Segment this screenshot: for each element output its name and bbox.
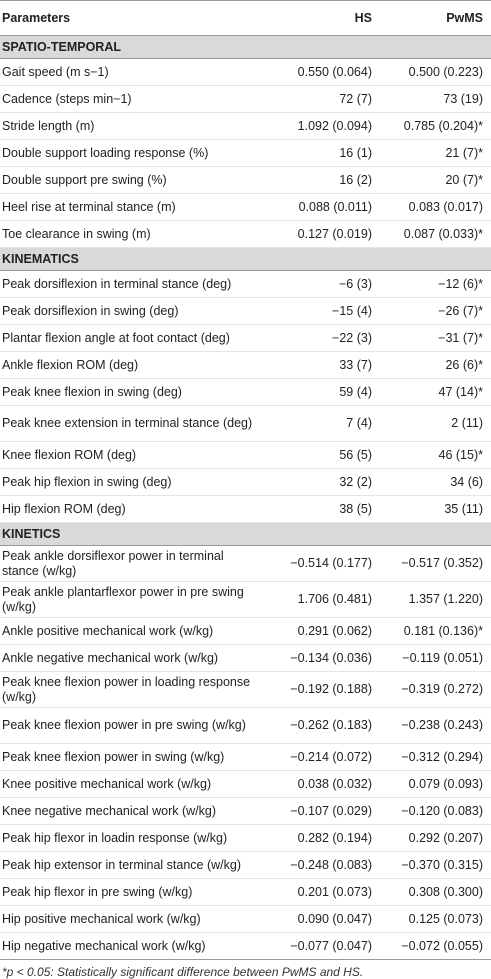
section-title: KINETICS — [0, 523, 491, 546]
hs-value-cell: 56 (5) — [265, 442, 380, 469]
table-row — [0, 906, 491, 933]
param-cell: Heel rise at terminal stance (m) — [0, 194, 265, 221]
hs-value-cell: −0.248 (0.083) — [265, 852, 380, 879]
hs-value-cell: 38 (5) — [265, 496, 380, 523]
param-cell: Hip negative mechanical work (w/kg) — [0, 933, 265, 960]
pwms-value-cell: 35 (11) — [380, 496, 491, 523]
param-cell: Hip flexion ROM (deg) — [0, 496, 265, 523]
table-row — [0, 708, 491, 744]
table-row — [0, 672, 491, 708]
table-row — [0, 469, 491, 496]
hs-value-cell: 0.291 (0.062) — [265, 618, 380, 645]
section-title: KINEMATICS — [0, 248, 491, 271]
pwms-value-cell: −0.319 (0.272) — [380, 672, 491, 708]
param-cell: Peak knee flexion power in pre swing (w/kg) — [0, 708, 265, 744]
param-cell: Peak knee flexion power in swing (w/kg) — [0, 744, 265, 771]
hs-value-cell: −0.134 (0.036) — [265, 645, 380, 672]
hs-value-cell: −15 (4) — [265, 298, 380, 325]
table-row — [0, 194, 491, 221]
pwms-value-cell: 26 (6)* — [380, 352, 491, 379]
hs-value-cell: 7 (4) — [265, 406, 380, 442]
table-row — [0, 771, 491, 798]
pwms-value-cell: −0.370 (0.315) — [380, 852, 491, 879]
header-parameters: Parameters — [0, 1, 265, 36]
header-pwms: PwMS — [380, 1, 491, 36]
pwms-value-cell: 1.357 (1.220) — [380, 582, 491, 618]
param-cell: Plantar flexion angle at foot contact (deg) — [0, 325, 265, 352]
param-cell: Peak ankle plantarflexor power in pre swing (w/kg) — [0, 582, 265, 618]
pwms-value-cell: −26 (7)* — [380, 298, 491, 325]
hs-value-cell: −0.192 (0.188) — [265, 672, 380, 708]
pwms-value-cell: −12 (6)* — [380, 271, 491, 298]
table-row — [0, 298, 491, 325]
pwms-value-cell: 34 (6) — [380, 469, 491, 496]
param-cell: Peak knee extension in terminal stance (deg) — [0, 406, 265, 442]
pwms-value-cell: 0.500 (0.223) — [380, 59, 491, 86]
footnote: *p < 0.05: Statistically significant difference between PwMS and HS. — [2, 965, 364, 979]
pwms-value-cell: −0.072 (0.055) — [380, 933, 491, 960]
param-cell: Knee positive mechanical work (w/kg) — [0, 771, 265, 798]
hs-value-cell: 0.088 (0.011) — [265, 194, 380, 221]
table-row — [0, 352, 491, 379]
section-header-row — [0, 36, 491, 59]
hs-value-cell: 0.550 (0.064) — [265, 59, 380, 86]
table-row — [0, 59, 491, 86]
table-header-row — [0, 1, 491, 36]
table-row — [0, 852, 491, 879]
hs-value-cell: 0.127 (0.019) — [265, 221, 380, 248]
hs-value-cell: −0.107 (0.029) — [265, 798, 380, 825]
param-cell: Peak knee flexion power in loading response (w/kg) — [0, 672, 265, 708]
hs-value-cell: −6 (3) — [265, 271, 380, 298]
hs-value-cell: 16 (2) — [265, 167, 380, 194]
pwms-value-cell: 47 (14)* — [380, 379, 491, 406]
hs-value-cell: 1.706 (0.481) — [265, 582, 380, 618]
pwms-value-cell: 0.079 (0.093) — [380, 771, 491, 798]
param-cell: Stride length (m) — [0, 113, 265, 140]
pwms-value-cell: −0.312 (0.294) — [380, 744, 491, 771]
pwms-value-cell: −0.119 (0.051) — [380, 645, 491, 672]
table-row — [0, 546, 491, 582]
param-cell: Peak hip flexor in loadin response (w/kg) — [0, 825, 265, 852]
table-row — [0, 113, 491, 140]
pwms-value-cell: −31 (7)* — [380, 325, 491, 352]
table-row — [0, 645, 491, 672]
hs-value-cell: 16 (1) — [265, 140, 380, 167]
hs-value-cell: −0.077 (0.047) — [265, 933, 380, 960]
section-header-row — [0, 248, 491, 271]
table-row — [0, 406, 491, 442]
table-row — [0, 744, 491, 771]
hs-value-cell: 0.090 (0.047) — [265, 906, 380, 933]
table-row — [0, 879, 491, 906]
hs-value-cell: 0.038 (0.032) — [265, 771, 380, 798]
hs-value-cell: −0.514 (0.177) — [265, 546, 380, 582]
param-cell: Peak dorsiflexion in swing (deg) — [0, 298, 265, 325]
hs-value-cell: 72 (7) — [265, 86, 380, 113]
pwms-value-cell: 0.308 (0.300) — [380, 879, 491, 906]
pwms-value-cell: 21 (7)* — [380, 140, 491, 167]
pwms-value-cell: 0.083 (0.017) — [380, 194, 491, 221]
table-row — [0, 582, 491, 618]
pwms-value-cell: 0.087 (0.033)* — [380, 221, 491, 248]
param-cell: Peak ankle dorsiflexor power in terminal stance (w/kg) — [0, 546, 265, 582]
pwms-value-cell: −0.120 (0.083) — [380, 798, 491, 825]
param-cell: Ankle negative mechanical work (w/kg) — [0, 645, 265, 672]
pwms-value-cell: 0.125 (0.073) — [380, 906, 491, 933]
table-row — [0, 325, 491, 352]
pwms-value-cell: 20 (7)* — [380, 167, 491, 194]
param-cell: Toe clearance in swing (m) — [0, 221, 265, 248]
pwms-value-cell: 2 (11) — [380, 406, 491, 442]
header-hs: HS — [265, 1, 380, 36]
param-cell: Peak hip flexor in pre swing (w/kg) — [0, 879, 265, 906]
hs-value-cell: 32 (2) — [265, 469, 380, 496]
param-cell: Ankle positive mechanical work (w/kg) — [0, 618, 265, 645]
param-cell: Peak knee flexion in swing (deg) — [0, 379, 265, 406]
param-cell: Hip positive mechanical work (w/kg) — [0, 906, 265, 933]
pwms-value-cell: 46 (15)* — [380, 442, 491, 469]
hs-value-cell: 33 (7) — [265, 352, 380, 379]
hs-value-cell: 1.092 (0.094) — [265, 113, 380, 140]
table-row — [0, 140, 491, 167]
section-header-row — [0, 523, 491, 546]
hs-value-cell: 0.282 (0.194) — [265, 825, 380, 852]
table-row — [0, 442, 491, 469]
param-cell: Knee negative mechanical work (w/kg) — [0, 798, 265, 825]
param-cell: Gait speed (m s−1) — [0, 59, 265, 86]
param-cell: Double support pre swing (%) — [0, 167, 265, 194]
param-cell: Peak hip extensor in terminal stance (w/kg) — [0, 852, 265, 879]
param-cell: Double support loading response (%) — [0, 140, 265, 167]
section-title: SPATIO-TEMPORAL — [0, 36, 491, 59]
pwms-value-cell: −0.238 (0.243) — [380, 708, 491, 744]
hs-value-cell: −22 (3) — [265, 325, 380, 352]
table-row — [0, 933, 491, 960]
table-body — [0, 36, 491, 960]
param-cell: Ankle flexion ROM (deg) — [0, 352, 265, 379]
param-cell: Peak hip flexion in swing (deg) — [0, 469, 265, 496]
pwms-value-cell: 73 (19) — [380, 86, 491, 113]
table-row — [0, 167, 491, 194]
pwms-value-cell: 0.292 (0.207) — [380, 825, 491, 852]
table-row — [0, 618, 491, 645]
table-row — [0, 86, 491, 113]
pwms-value-cell: 0.181 (0.136)* — [380, 618, 491, 645]
table-row — [0, 221, 491, 248]
table-row — [0, 271, 491, 298]
pwms-value-cell: −0.517 (0.352) — [380, 546, 491, 582]
hs-value-cell: −0.214 (0.072) — [265, 744, 380, 771]
hs-value-cell: 59 (4) — [265, 379, 380, 406]
param-cell: Knee flexion ROM (deg) — [0, 442, 265, 469]
table-row — [0, 379, 491, 406]
hs-value-cell: 0.201 (0.073) — [265, 879, 380, 906]
param-cell: Cadence (steps min−1) — [0, 86, 265, 113]
hs-value-cell: −0.262 (0.183) — [265, 708, 380, 744]
param-cell: Peak dorsiflexion in terminal stance (deg) — [0, 271, 265, 298]
table-row — [0, 798, 491, 825]
table-row — [0, 496, 491, 523]
pwms-value-cell: 0.785 (0.204)* — [380, 113, 491, 140]
table-row — [0, 825, 491, 852]
